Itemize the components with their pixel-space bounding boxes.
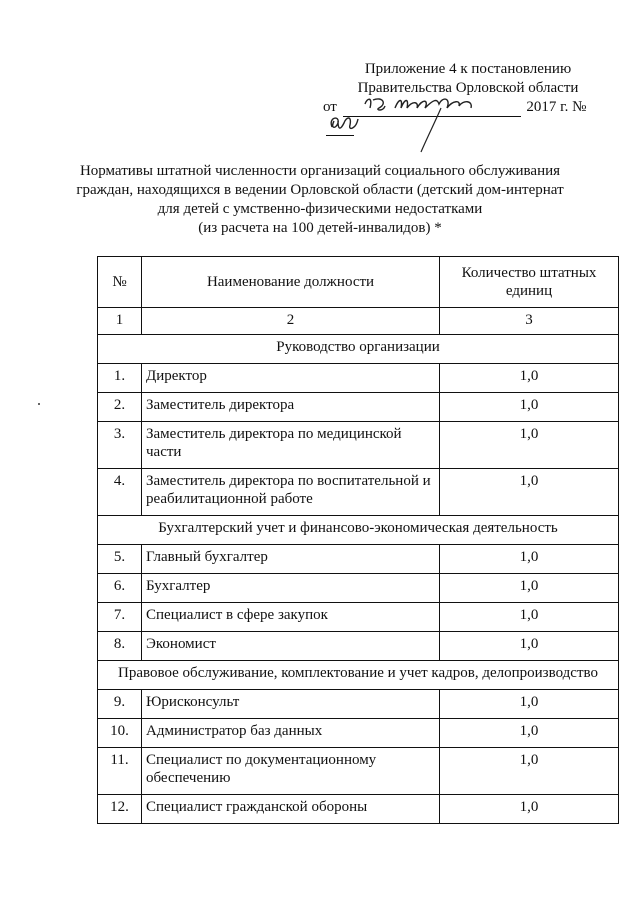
row-position: Специалист в сфере закупок [142,603,440,632]
row-value: 1,0 [440,422,619,469]
row-position: Директор [142,364,440,393]
row-position: Заместитель директора по медицинской части [142,422,440,469]
section-row [98,335,619,364]
column-index-2: 2 [142,308,440,335]
row-num: 2. [98,393,142,422]
date-year: 2017 г. № [526,99,587,115]
appendix-reference [318,60,618,136]
section-row [98,516,619,545]
table-row [98,719,619,748]
section-title: Бухгалтерский учет и финансово-экономическая деятельность [98,516,619,545]
row-num: 12. [98,795,142,824]
row-value: 1,0 [440,574,619,603]
section-row [98,661,619,690]
row-num: 10. [98,719,142,748]
column-index-1: 1 [98,308,142,335]
appendix-line-2: Правительства Орловской области [357,80,579,96]
handwritten-number [326,119,354,136]
row-num: 6. [98,574,142,603]
title-line-4: (из расчета на 100 детей-инвалидов) * [198,220,442,236]
section-title: Правовое обслуживание, комплектование и учет кадров, делопроизводство [98,661,619,690]
row-num: 1. [98,364,142,393]
row-value: 1,0 [440,748,619,795]
title-line-3: для детей с умственно-физическими недостатками [157,201,483,217]
row-num: 11. [98,748,142,795]
row-value: 1,0 [440,690,619,719]
section-title: Руководство организации [98,335,619,364]
row-value: 1,0 [440,603,619,632]
document-title [70,162,570,238]
table-row [98,632,619,661]
row-value: 1,0 [440,719,619,748]
column-index-3: 3 [440,308,619,335]
handwritten-date-signature [343,94,521,154]
table-row [98,748,619,795]
row-num: 5. [98,545,142,574]
table-row [98,469,619,516]
table-header-row [98,257,619,308]
appendix-line-1: Приложение 4 к постановлению [364,61,572,77]
header-count: Количество штатных единиц [440,257,619,308]
row-value: 1,0 [440,469,619,516]
row-num: 9. [98,690,142,719]
handwritten-date [343,100,521,117]
table-row [98,795,619,824]
row-position: Специалист по документационному обеспечению [142,748,440,795]
table-row [98,393,619,422]
row-position: Заместитель директора [142,393,440,422]
date-prefix: от [323,99,337,115]
row-num: 3. [98,422,142,469]
row-position: Юрисконсульт [142,690,440,719]
row-num: 8. [98,632,142,661]
table-row [98,422,619,469]
row-position: Заместитель директора по воспитательной и реабилитационной работе [142,469,440,516]
scan-speck [38,403,40,405]
title-line-2: граждан, находящихся в ведении Орловской области (детский дом-интернат [76,182,564,198]
row-num: 4. [98,469,142,516]
row-value: 1,0 [440,545,619,574]
table-row [98,364,619,393]
row-value: 1,0 [440,364,619,393]
table-row [98,545,619,574]
table-row [98,690,619,719]
row-value: 1,0 [440,795,619,824]
staffing-table [97,256,619,824]
row-num: 7. [98,603,142,632]
row-position: Специалист гражданской обороны [142,795,440,824]
row-position: Бухгалтер [142,574,440,603]
row-position: Экономист [142,632,440,661]
column-index-row [98,308,619,335]
header-name: Наименование должности [142,257,440,308]
row-position: Администратор баз данных [142,719,440,748]
handwritten-number-signature [326,113,366,137]
table-row [98,603,619,632]
row-value: 1,0 [440,632,619,661]
appendix-date-line [318,98,618,136]
header-num: № [98,257,142,308]
table-row [98,574,619,603]
title-line-1: Нормативы штатной численности организаций социального обслуживания [79,163,561,179]
row-position: Главный бухгалтер [142,545,440,574]
row-value: 1,0 [440,393,619,422]
